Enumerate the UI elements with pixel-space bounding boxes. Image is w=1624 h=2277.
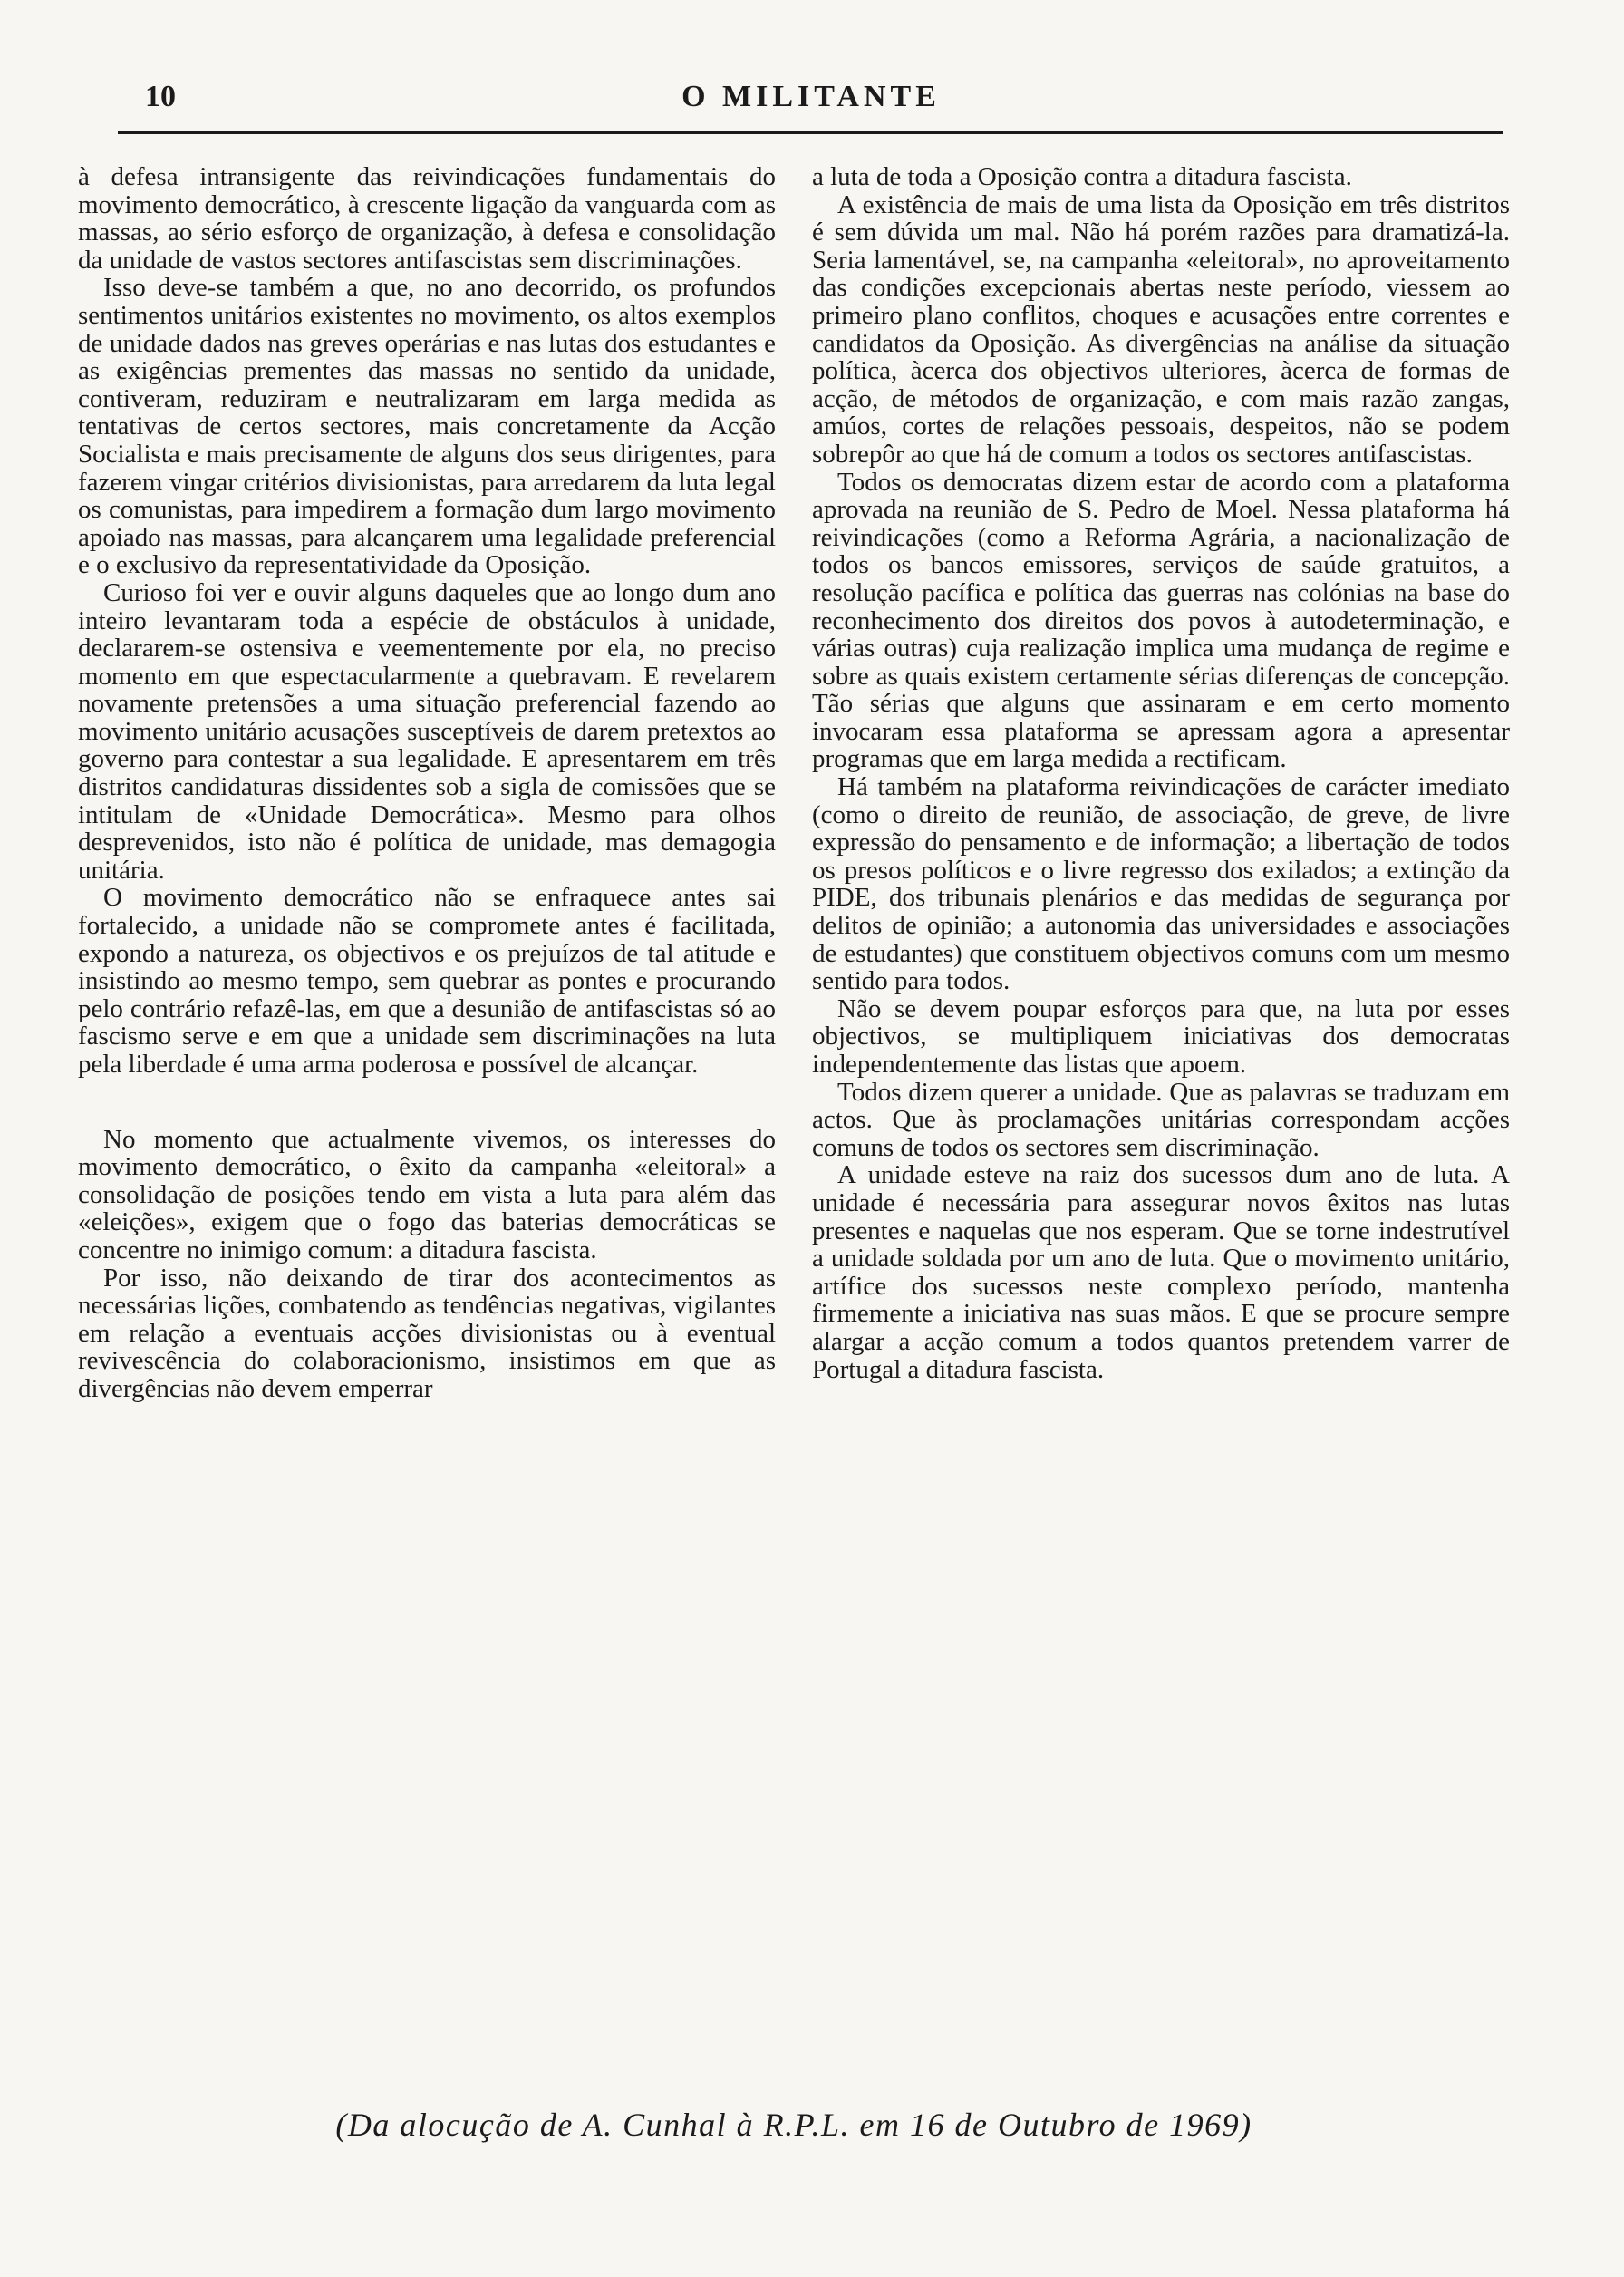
paragraph: Todos os democratas dizem estar de acordo com a plataforma aprovada na reunião de S. Pedro de Moel. Nessa plataforma há reivindicações (como a Reforma Agrária, a nacionalização de todos os bancos emissores, serviços de saúde gratuitos, a resolução pacífica e política das guerras nas colónias na base do reconhecimento dos direitos dos povos à autodeterminação, e várias outras) cuja realização implica uma mudança de regime e sobre as quais existem certamente sérias diferenças de concepção. Tão sérias que alguns que assinaram e em certo momento invocaram essa plataforma se apressam agora a apresentar programas que em larga medida a rectificam.: [812, 467, 1510, 774]
article-body: [78, 163, 1510, 2103]
paragraph: Há também na plataforma reivindicações de carácter imediato (como o direito de reunião, de associação, de greve, de livre expressão do pensamento e de informação; a libertação de todos os presos políticos e o livre regresso dos exilados; a extinção da PIDE, dos tribunais plenários e das medidas de segurança por delitos de opinião; a autonomia das universidades e associações de estudantes) que constituem objectivos comuns com um mesmo sentido para todos.: [812, 772, 1510, 996]
page-header: [118, 80, 1504, 134]
paragraph: Isso deve-se também a que, no ano decorrido, os profundos sentimentos unitários existentes no movimento, os altos exemplos de unidade dados nas greves operárias e nas lutas dos estudantes e as exigências prementes das massas no sentido da unidade, contiveram, reduziram e neutralizaram em larga medida as tentativas de certos sectores, mais concretamente da Acção Socialista e mais precisamente de alguns dos seus dirigentes, para fazerem vingar critérios divisionistas, para arredarem da luta legal os comunistas, para impedirem a formação dum largo movimento apoiado nas massas, para alcançarem uma legalidade preferencial e o exclusivo da representatividade da Oposição.: [78, 273, 776, 580]
paragraph: Curioso foi ver e ouvir alguns daqueles que ao longo dum ano inteiro levantaram toda a espécie de obstáculos à unidade, declararem-se ostensiva e veementemente por ela, no preciso momento em que espectacularmente a quebravam. E revelarem novamente pretensões a uma situação preferencial fazendo ao movimento unitário acusações susceptíveis de darem pretextos ao governo para contestar a sua legalidade. E apresentarem em três distritos candidaturas dissidentes sob a sigla de comissões que se intitulam de «Unidade Democrática». Mesmo para olhos desprevenidos, isto não é política de unidade, mas demagogia unitária.: [78, 577, 776, 885]
paragraph: Por isso, não deixando de tirar dos acontecimentos as necessárias lições, combatendo as tendências negativas, vigilantes em relação a eventuais acções divisionistas ou à eventual revivescência do colaboracionismo, insistimos em que as divergências não devem emperrar: [78, 1263, 776, 1403]
paragraph: O movimento democrático não se enfraquece antes sai fortalecido, a unidade não se compromete antes é facilitada, expondo a natureza, os objectivos e os prejuízos de tal atitude e insistindo ao mesmo tempo, sem quebrar as pontes e procurando pelo contrário refazê-las, em que a desunião de antifascistas só ao fascismo serve e em que a unidade sem discriminações na luta pela liberdade é uma arma poderosa e possível de alcançar.: [78, 883, 776, 1079]
paragraph: Não se devem poupar esforços para que, na luta por esses objectivos, se multipliquem iniciativas dos democratas independentemente das listas que apoem.: [812, 993, 1510, 1079]
attribution-footer: (Da alocução de A. Cunhal à R.P.L. em 16 de Outubro de 1969): [335, 2107, 1252, 2143]
paragraph: Todos dizem querer a unidade. Que as palavras se traduzam em actos. Que às proclamações unitárias correspondam acções comuns de todos os sectores sem discriminação.: [812, 1077, 1510, 1162]
right-column: [812, 163, 1510, 2103]
page-number: 10: [145, 80, 176, 113]
paragraph: a luta de toda a Oposição contra a ditadura fascista.: [812, 162, 1352, 191]
paragraph: A existência de mais de uma lista da Oposição em três distritos é sem dúvida um mal. Não há porém razões para dramatizá-la. Seria lamentável, se, na campanha «eleitoral», no aproveitamento das condições excepcionais abertas neste período, viessem ao primeiro plano conflitos, choques e acusações entre correntes e candidatos da Oposição. As divergências na análise da situação política, àcerca dos objectivos ulteriores, àcerca de formas de acção, de métodos de organização, e com mais razão zangas, amúos, cortes de relações pessoais, despeitos, não se podem sobrepôr ao que há de comum a todos os sectores antifascistas.: [812, 189, 1510, 469]
paragraph: No momento que actualmente vivemos, os interesses do movimento democrático, o êxito da campanha «eleitoral» a consolidação de posições tendo em vista a luta para além das «eleições», exigem que o fogo das baterias democráticas se concentre no inimigo comum: a ditadura fascista.: [78, 1124, 776, 1264]
left-column: [78, 163, 776, 2103]
paragraph: A unidade esteve na raiz dos sucessos dum ano de luta. A unidade é necessária para assegurar novos êxitos nas lutas presentes e naquelas que nos esperam. Que se torne indestrutível a unidade soldada por um ano de luta. Que o movimento unitário, artífice dos sucessos neste complexo período, mantenha firmemente a iniciativa nas suas mãos. E que se procure sempre alargar a acção comum a todos quantos pretendem varrer de Portugal a ditadura fascista.: [812, 1160, 1510, 1384]
paragraph: à defesa intransigente das reivindicações fundamentais do movimento democrático, à crescente ligação da vanguarda com as massas, ao sério esforço de organização, à defesa e consolidação da unidade de vastos sectores antifascistas sem discriminações.: [78, 162, 776, 275]
header-rule: [118, 131, 1503, 134]
running-title: O MILITANTE: [682, 80, 941, 113]
